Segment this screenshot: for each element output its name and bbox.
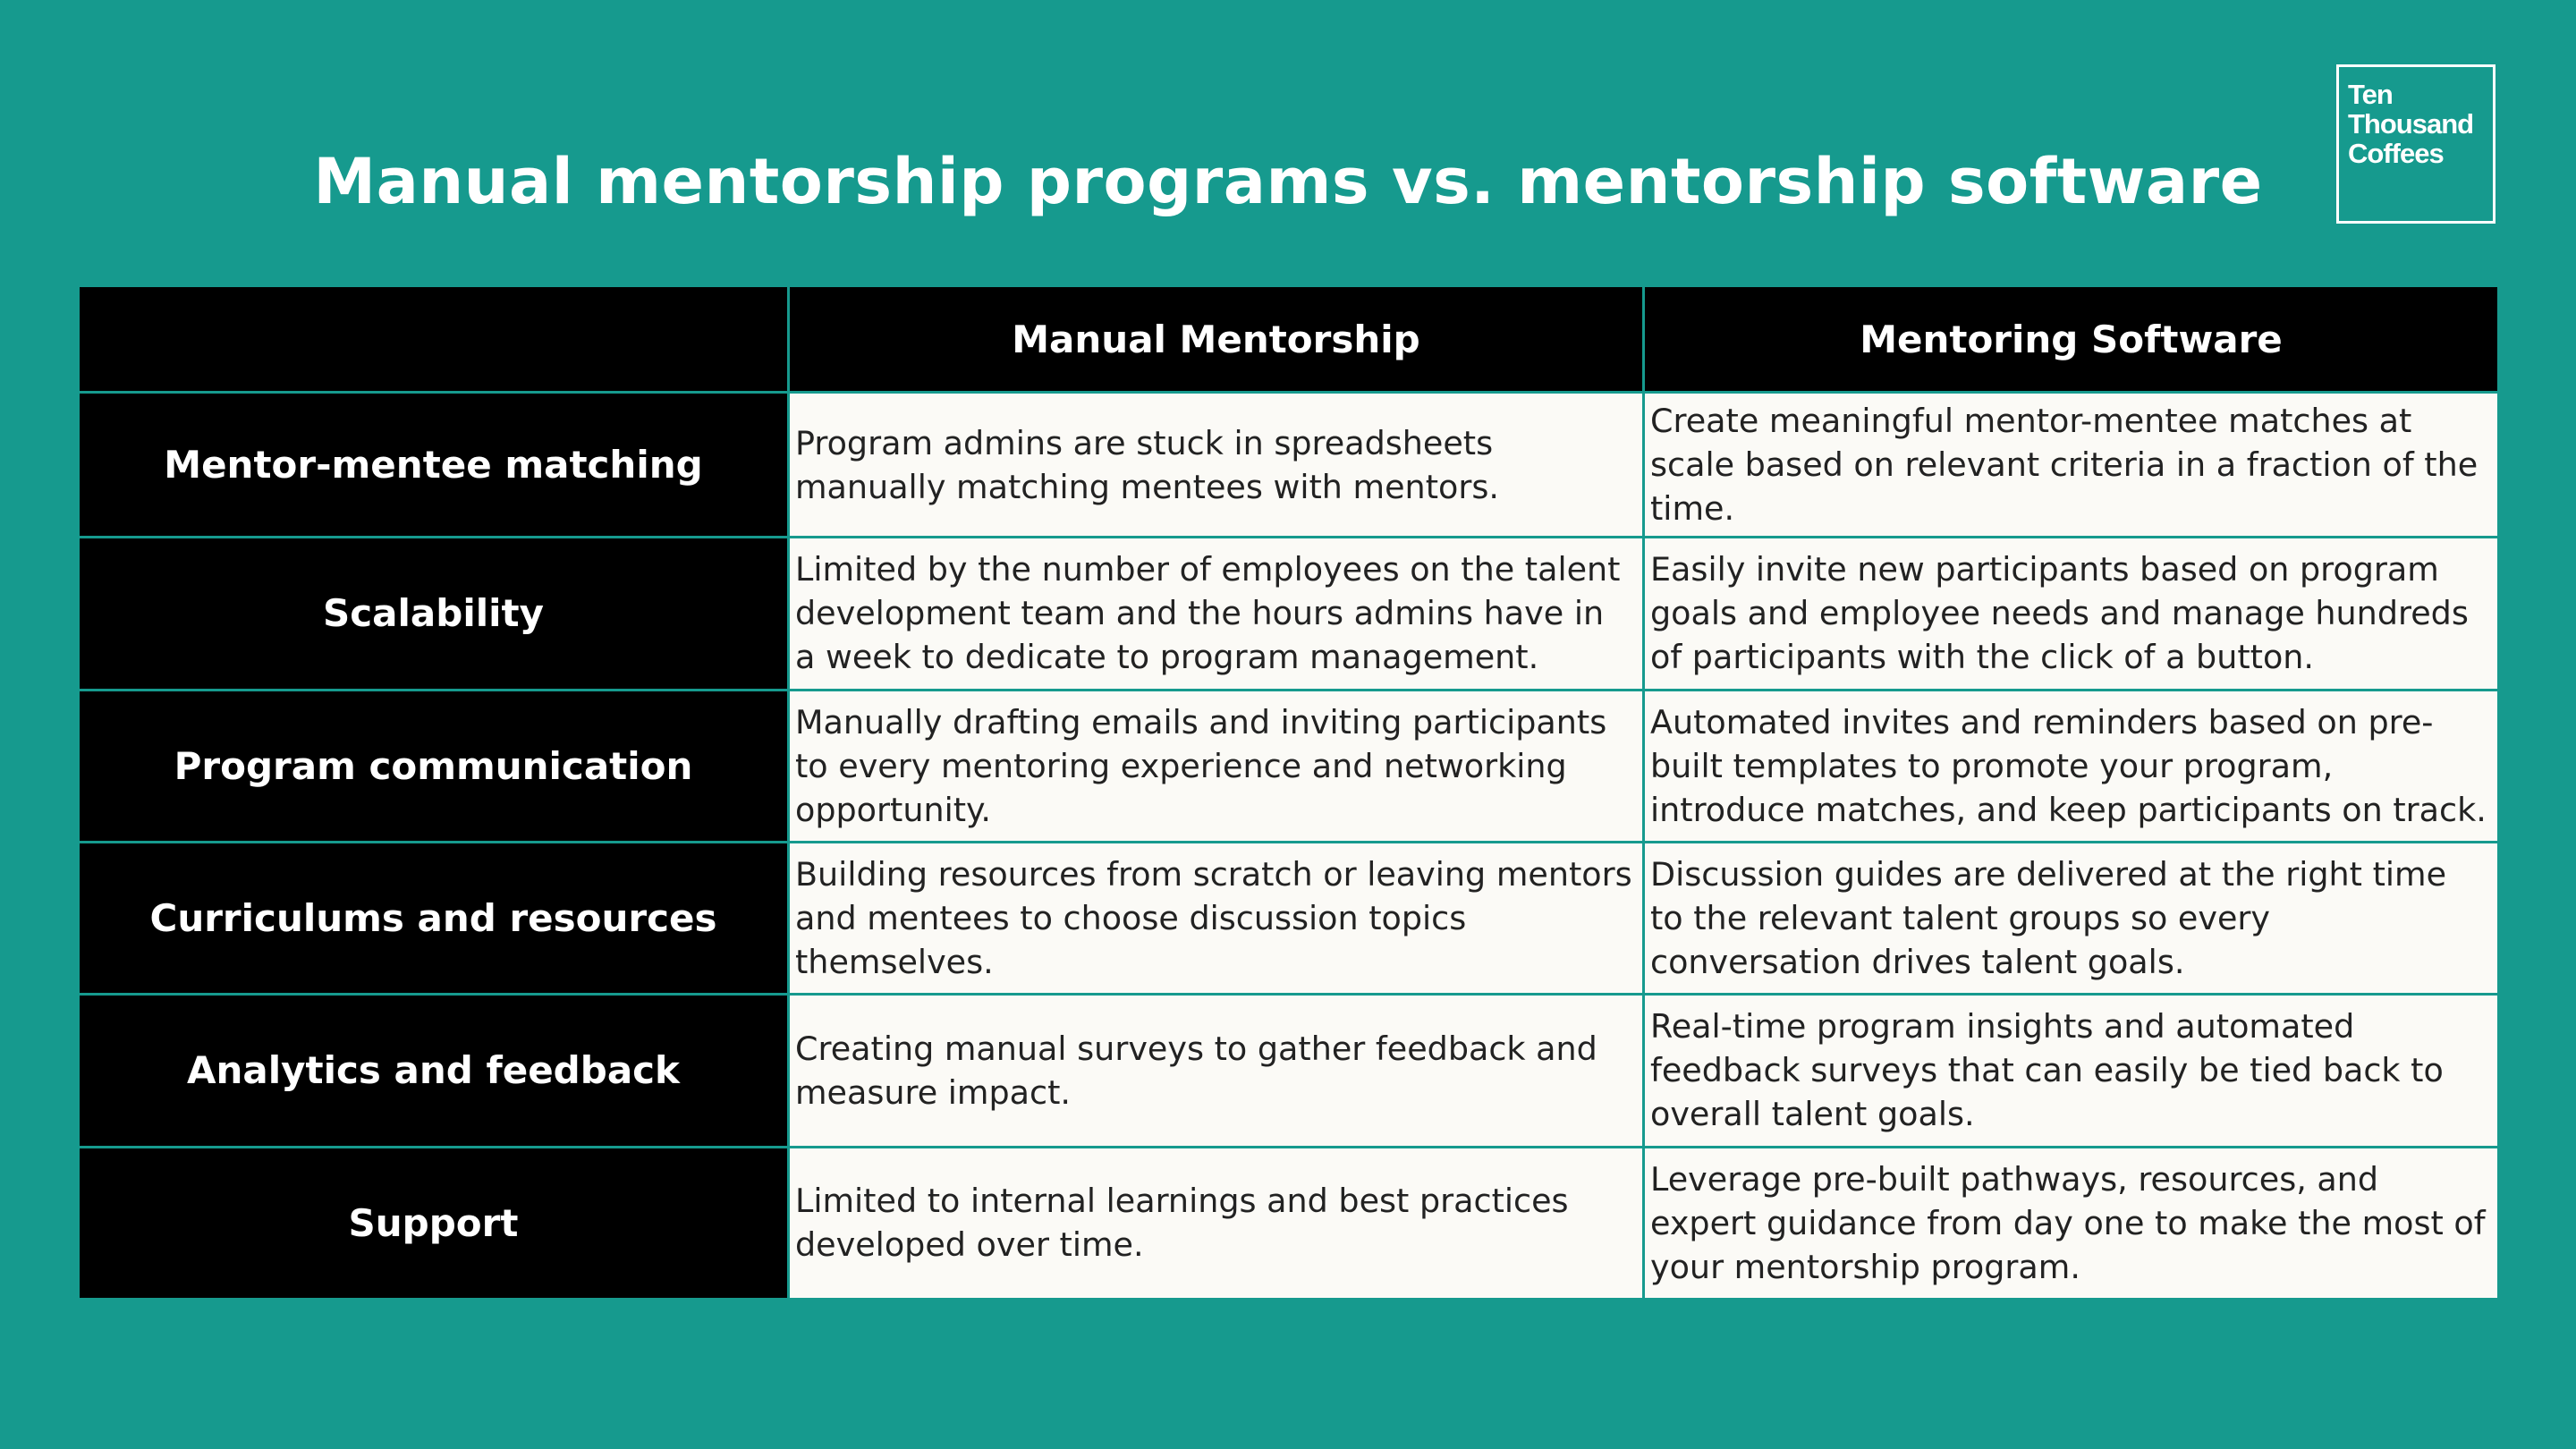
manual-cell: Creating manual surveys to gather feedback and measure impact.	[789, 995, 1644, 1147]
software-cell: Real-time program insights and automated feedback surveys that can easily be tied back to overall talent goals.	[1644, 995, 2499, 1147]
row-header: Curriculums and resources	[79, 842, 789, 994]
table-header-row	[79, 286, 2499, 393]
comparison-table	[77, 284, 2500, 1301]
row-header: Analytics and feedback	[79, 995, 789, 1147]
software-cell: Easily invite new participants based on program goals and employee needs and manage hundreds of participants with the click of a button.	[1644, 538, 2499, 690]
software-cell: Discussion guides are delivered at the right time to the relevant talent groups so every conversation drives talent goals.	[1644, 842, 2499, 994]
software-cell: Create meaningful mentor-mentee matches at scale based on relevant criteria in a fraction of the time.	[1644, 393, 2499, 538]
page-title: Manual mentorship programs vs. mentorship software	[313, 145, 2263, 218]
manual-cell: Limited to internal learnings and best practices developed over time.	[789, 1147, 1644, 1299]
header-corner-cell	[79, 286, 789, 393]
row-header: Scalability	[79, 538, 789, 690]
manual-cell: Building resources from scratch or leaving mentors and mentees to choose discussion topics themselves.	[789, 842, 1644, 994]
logo-line-1: Ten	[2348, 79, 2393, 110]
table-row	[79, 393, 2499, 538]
brand-logo	[2336, 64, 2496, 224]
manual-cell: Program admins are stuck in spreadsheets manually matching mentees with mentors.	[789, 393, 1644, 538]
table-row	[79, 842, 2499, 994]
row-header: Program communication	[79, 690, 789, 842]
software-cell: Leverage pre-built pathways, resources, and expert guidance from day one to make the most of your mentorship program.	[1644, 1147, 2499, 1299]
table-row	[79, 995, 2499, 1147]
column-header-manual: Manual Mentorship	[789, 286, 1644, 393]
column-header-software: Mentoring Software	[1644, 286, 2499, 393]
table-row	[79, 538, 2499, 690]
table-row	[79, 690, 2499, 842]
row-header: Support	[79, 1147, 789, 1299]
logo-line-3: Coffees	[2348, 138, 2444, 169]
logo-line-2: Thousand	[2348, 108, 2474, 140]
row-header: Mentor-mentee matching	[79, 393, 789, 538]
table-row	[79, 1147, 2499, 1299]
manual-cell: Limited by the number of employees on the talent development team and the hours admins have in a week to dedicate to program management.	[789, 538, 1644, 690]
software-cell: Automated invites and reminders based on pre-built templates to promote your program, introduce matches, and keep participants on track.	[1644, 690, 2499, 842]
manual-cell: Manually drafting emails and inviting participants to every mentoring experience and networking opportunity.	[789, 690, 1644, 842]
